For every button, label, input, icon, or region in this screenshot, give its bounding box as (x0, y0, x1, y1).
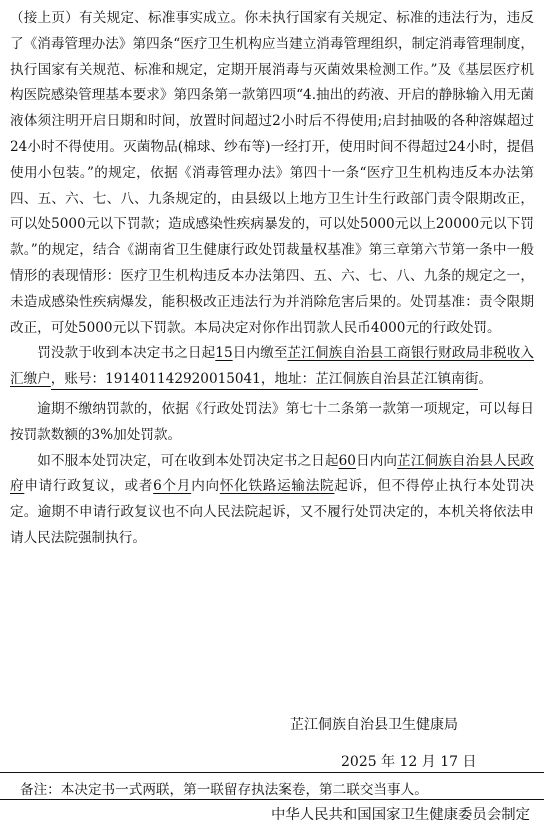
note-bottom-rule (0, 799, 544, 800)
appeal-text-b: 日内向 (355, 452, 398, 469)
form-issuer-footer: 中华人民共和国国家卫生健康委员会制定 (270, 807, 530, 823)
appeal-government: 芷江侗族自治县人民政府 (10, 452, 535, 495)
appeal-text-e: 起诉，但不得停止执行本处罚决定。逾期不申请行政复议也不向人民法院起诉，又不履行处罚决定的，本机关将依法申请人民法院强制执行。 (10, 478, 535, 546)
issuing-organization: 芷江侗族自治县卫生健康局 (290, 717, 458, 733)
appeal-days: 60 (338, 452, 356, 469)
appeal-court: 怀化铁路运输法院 (219, 478, 335, 495)
bank-account-number: 191401142920015041 (105, 371, 261, 388)
payment-text-a: 罚没款于收到本决定书之日起 (37, 345, 216, 362)
payment-days: 15 (215, 345, 233, 362)
bank-address: 芷江侗族自治县芷江镇南街 (315, 371, 479, 388)
bank-details (51, 371, 479, 390)
payment-text-e: 。 (478, 371, 492, 388)
payment-text-b: 日内缴至 (232, 345, 288, 362)
note-top-rule (0, 772, 544, 773)
appeal-text-a: 如不服本处罚决定，可在收到本处罚决定书之日起 (37, 452, 339, 469)
payment-text-c: ，账号： (50, 371, 106, 388)
payment-text-d: ，地址： (260, 371, 316, 388)
appeal-months: 6个月 (153, 478, 192, 495)
paragraph-payment (10, 341, 534, 393)
issue-date: 2025 年 12 月 17 日 (341, 754, 477, 770)
appeal-text-d: 内向 (191, 478, 220, 495)
paragraph-appeal (10, 449, 534, 552)
paragraph-late-penalty: 逾期不缴纳罚款的，依据《行政处罚法》第七十二条第一款第一项规定，可以每日按罚款数额的3%加处罚款。 (10, 400, 534, 443)
remarks-note: 备注：本决定书一式两联，第一联留存执法案卷，第二联交当事人。 (20, 782, 428, 798)
appeal-text-c: 申请行政复议，或者 (24, 478, 154, 495)
paragraph-legal-basis: （接上页）有关规定、标准事实成立。你未执行国家有关规定、标准的违法行为，违反了《消毒管理办法》第四条“医疗卫生机构应当建立消毒管理组织，制定消毒管理制度，执行国家有关规范、标准和规定，定期开展消毒与灭菌效果检测工作。”及《基层医疗机构医院感染管理基本要求》第四条第一款第四项“4.抽出的药液、开启的静脉输入用无菌液体须注明开启日期和时间，放置时间超过2小时后不得使用;启封抽吸的各种溶媒超过24小时不得使用。灭菌物品(棉球、纱布等)一经打开，使用时间不得超过24小时，提倡使用小包装。”的规定，依据《消毒管理办法》第四十一条“医疗卫生机构违反本办法第四、五、六、七、八、九条规定的，由县级以上地方卫生计生行政部门责令限期改正，可以处5000元以下罚款；造成感染性疾病暴发的，可以处5000元以上20000元以下罚款。”的规定，结合《湖南省卫生健康行政处罚裁量权基准》第三章第六节第一条中一般情形的表现情形：医疗卫生机构违反本办法第四、五、六、七、八、九条的规定之一，未造成感染性疾病爆发，能积极改正违法行为并消除危害后果的。处罚基准：责令限期改正，可处5000元以下罚款。本局决定对你作出罚款人民币4000元的行政处罚。 (10, 10, 534, 336)
payment-bank: 芷江侗族自治县工商银行财政局非税收入汇缴户 (10, 345, 535, 388)
decision-body (10, 6, 534, 552)
